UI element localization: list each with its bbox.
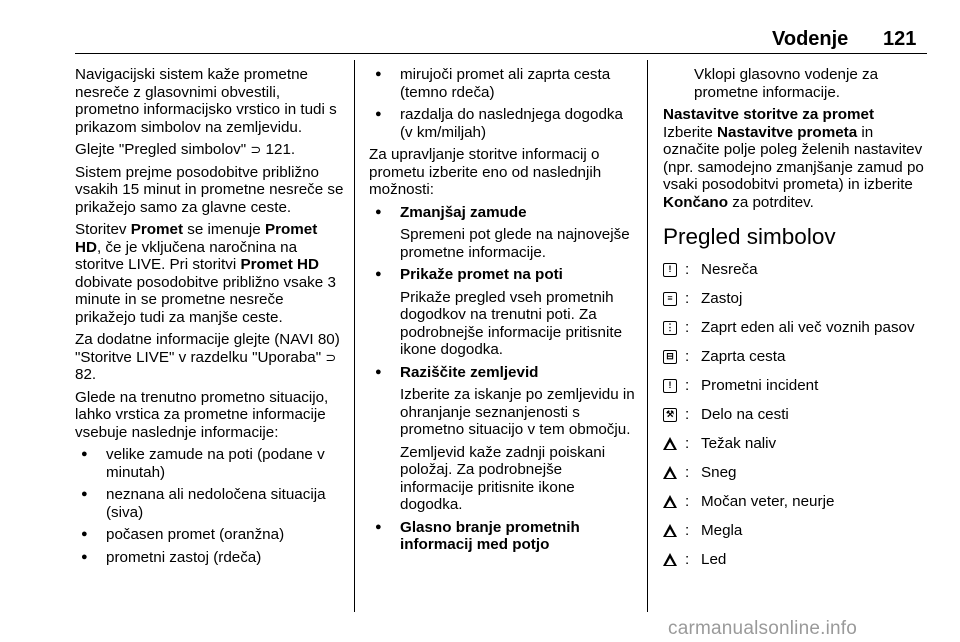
incident-icon: ! <box>663 379 677 393</box>
symbol-row <box>663 284 929 313</box>
symbol-row <box>663 429 929 458</box>
symbol-row <box>663 342 929 371</box>
text: in označite polje poleg želenih nastavitev (npr. samodejno zmanjšanje zamud po vsaki posodobitvi prometa) in izberite <box>663 123 924 193</box>
symbol-label: Sneg <box>701 463 737 481</box>
separator: : <box>685 347 690 365</box>
separator: : <box>685 434 690 452</box>
symbol-label: Delo na cesti <box>701 405 789 423</box>
paragraph <box>75 141 347 159</box>
text: za potrditev. <box>732 193 814 211</box>
page-reference-icon: ⊃ <box>325 349 337 365</box>
text: , če je vključena naročnina na storitve LIVE. Pri storitvi <box>75 238 298 273</box>
symbol-label: Močan veter, neurje <box>701 492 835 510</box>
symbol-label: Zaprta cesta <box>701 347 786 365</box>
snow-icon <box>663 466 677 480</box>
symbol-label: Zastoj <box>701 289 743 307</box>
separator: : <box>685 463 690 481</box>
column-2 <box>369 66 635 559</box>
symbol-row <box>663 487 929 516</box>
column-divider <box>354 60 355 612</box>
lane-closed-icon: ⋮ <box>663 321 677 335</box>
separator: : <box>685 405 690 423</box>
option-description: Vklopi glasovno vodenje za prometne informacije. <box>694 66 879 101</box>
text: Izberite <box>663 123 713 141</box>
separator: : <box>685 521 690 539</box>
symbol-row <box>663 255 929 284</box>
symbol-row <box>663 400 929 429</box>
symbol-label: Prometni incident <box>701 376 819 394</box>
separator: : <box>685 318 690 336</box>
paragraph: Glede na trenutno prometno situacijo, lahko vrstica za prometne informacije vsebuje naslednje informacije: <box>75 388 329 441</box>
symbol-label: Megla <box>701 521 743 539</box>
option-title-text: Prikaže promet na poti <box>400 266 563 283</box>
bullet-item: ● počasen promet (oranžna) <box>75 526 347 544</box>
symbol-label: Težak naliv <box>701 434 777 452</box>
symbol-label: Zaprt eden ali več voznih pasov <box>701 318 915 336</box>
subheading <box>663 106 929 124</box>
term-bold: Promet <box>130 221 184 238</box>
paragraph-text: Za dodatne informacije glejte (NAVI 80) "Storitve LIVE" v razdelku "Uporaba" <box>75 331 340 366</box>
paragraph <box>75 331 347 384</box>
symbol-label: Led <box>701 550 727 568</box>
term-bold: Nastavitve prometa <box>717 123 858 141</box>
page-header <box>0 27 960 53</box>
symbol-row <box>663 516 929 545</box>
heavy-rain-icon <box>663 437 677 451</box>
bullet-item: ● neznana ali nedoločena situacija (siva) <box>75 486 347 521</box>
option-description: Zemljevid kaže zadnji poiskani položaj. Za podrobnejše informacije pritisnite ikone dogodka. <box>400 443 606 513</box>
traffic-jam-icon: ≡ <box>663 292 677 306</box>
road-closed-icon: ⊟ <box>663 350 677 364</box>
paragraph <box>663 124 929 212</box>
symbol-row <box>663 313 929 342</box>
page-number: 121 <box>883 28 917 50</box>
separator: : <box>685 492 690 510</box>
option-title-text: Zmanjšaj zamude <box>400 203 527 221</box>
accident-icon: ! <box>663 263 677 277</box>
paragraph <box>75 221 347 326</box>
option-description: Izberite za iskanje po zemljevidu in ohranjanje seznanjenosti s prometno situacijo v tem območju. <box>400 386 635 438</box>
roadworks-icon: ⚒ <box>663 408 677 422</box>
watermark: carmanualsonline.info <box>668 618 858 639</box>
symbol-row <box>663 371 929 400</box>
symbol-row <box>663 545 929 574</box>
paragraph: Sistem prejme posodobitve približno vsakih 15 minut in prometne nesreče se prikažejo samo za glavne ceste. <box>75 163 344 216</box>
text: se imenuje <box>187 221 261 238</box>
subheading-text: Nastavitve storitve za promet <box>663 106 875 123</box>
paragraph: Navigacijski sistem kaže prometne nesreče z glasovnimi obvestili, prometno informacijsko vrstico in tudi s prikazom simbolov na zemljevidu. <box>75 66 337 136</box>
term-bold: Končano <box>663 193 728 211</box>
option-description: Spremeni pot glede na najnovejše prometne informacije. <box>400 226 630 261</box>
bullet-item: ● prometni zastoj (rdeča) <box>75 549 347 567</box>
separator: : <box>685 289 690 307</box>
symbol-list <box>663 255 929 574</box>
section-title: Vodenje <box>772 28 849 50</box>
bullet-item: ● velike zamude na poti (podane v minutah) <box>75 446 347 481</box>
column-3 <box>663 66 929 574</box>
section-heading: Pregled simbolov <box>663 224 836 249</box>
option-title <box>369 266 635 284</box>
term-bold: Promet HD <box>75 221 318 256</box>
column-divider <box>647 60 648 612</box>
paragraph: Za upravljanje storitve informacij o prometu izberite eno od naslednjih možnosti: <box>369 146 602 198</box>
option-title <box>369 364 635 382</box>
column-1 <box>75 66 347 571</box>
option-title <box>369 519 635 554</box>
cross-reference-link[interactable]: 121. <box>265 141 296 158</box>
text: dobivate posodobitve približno vsake 3 minute in se prometne nesreče prikažejo tudi za manjše ceste. <box>75 273 336 326</box>
wind-icon <box>663 495 677 509</box>
bullet-item: ● razdalja do naslednjega dogodka (v km/miljah) <box>369 106 635 141</box>
separator: : <box>685 550 690 568</box>
ice-icon <box>663 553 677 567</box>
symbol-label: Nesreča <box>701 260 758 278</box>
term-bold: Promet HD <box>240 256 319 273</box>
page-reference-icon: ⊃ <box>250 142 262 157</box>
separator: : <box>685 260 690 278</box>
separator: : <box>685 376 690 394</box>
option-description: Prikaže pregled vseh prometnih dogodkov na trenutni poti. Za podrobnejše informacije pritisnite ikone dogodka. <box>400 288 623 358</box>
text: Storitev <box>75 221 127 238</box>
fog-icon <box>663 524 677 538</box>
paragraph-text: Glejte "Pregled simbolov" <box>75 141 247 158</box>
option-title-text: Glasno branje prometnih informacij med potjo <box>400 518 580 553</box>
symbol-row <box>663 458 929 487</box>
option-title-text: Raziščite zemljevid <box>400 363 539 381</box>
option-title <box>369 204 635 222</box>
bullet-item: ● mirujoči promet ali zaprta cesta (temno rdeča) <box>369 66 635 101</box>
header-rule <box>75 53 927 54</box>
cross-reference-link[interactable]: 82. <box>75 366 97 383</box>
